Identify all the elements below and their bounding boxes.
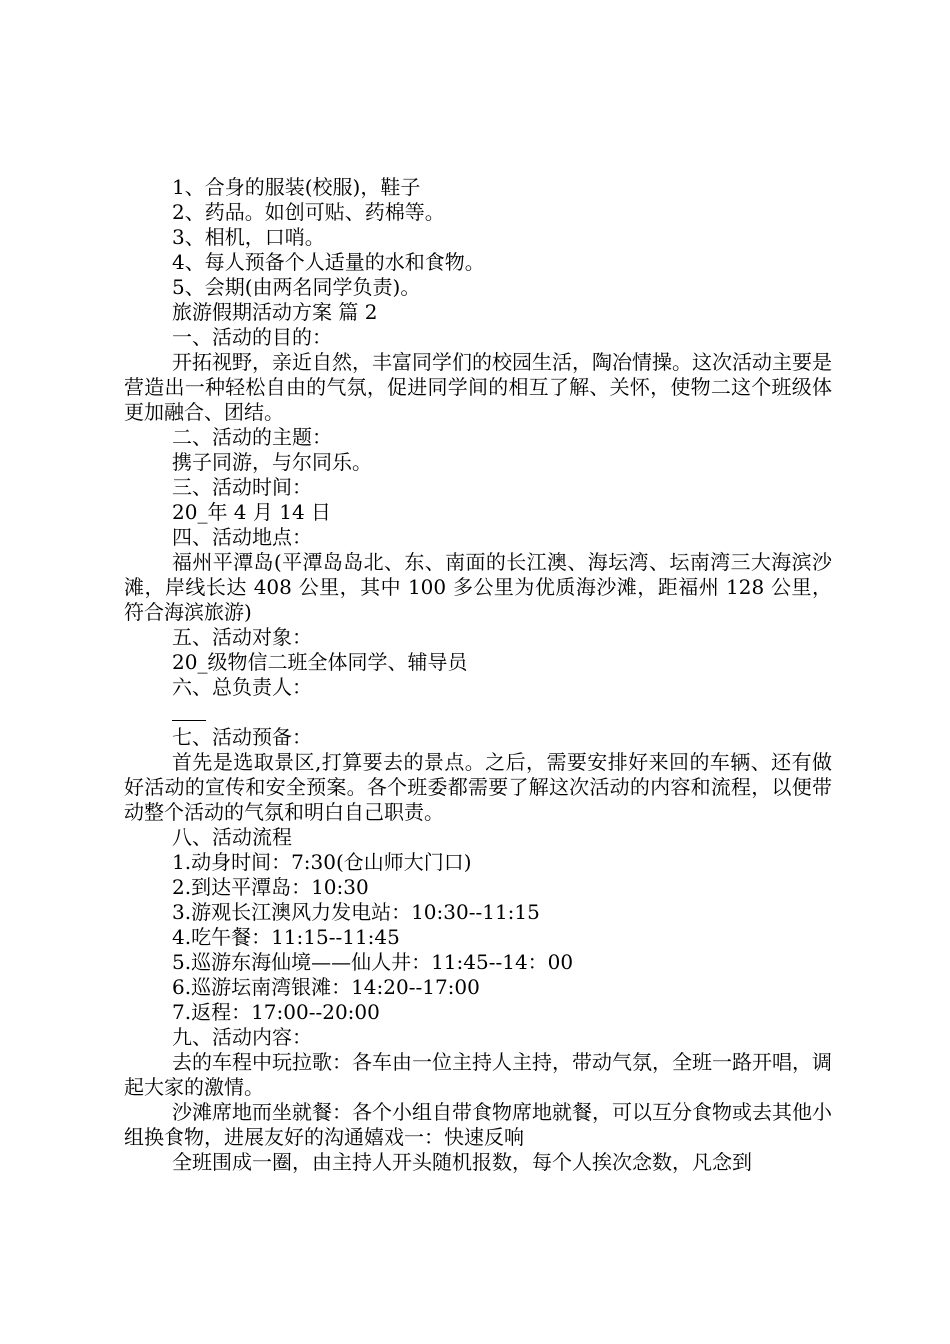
text-line: 5、会期(由两名同学负责)。 xyxy=(172,275,421,299)
document-page xyxy=(124,175,832,1175)
text-line: 携子同游，与尔同乐。 xyxy=(172,450,372,474)
text-line: 20_级物信二班全体同学、辅导员 xyxy=(172,650,468,674)
text-line: 3、相机，口哨。 xyxy=(172,225,325,249)
text-line: 3.游观长江澳风力发电站：10:30--11:15 xyxy=(172,900,540,924)
paragraph: 全班围成一圈，由主持人开头随机报数，每个人挨次念数，凡念到 xyxy=(172,1150,752,1174)
paragraph: 去的车程中玩拉歌：各车由一位主持人主持，带动气氛，全班一路开唱，调起大家的激情。 xyxy=(124,1050,832,1099)
text-line: 三、活动时间： xyxy=(172,475,312,499)
text-line: 一、活动的目的： xyxy=(172,325,332,349)
fill-in-underline xyxy=(172,720,206,721)
blank-fill-line xyxy=(124,700,832,725)
text-line: 1、合身的服装(校服)，鞋子 xyxy=(172,175,421,199)
paragraph: 开拓视野，亲近自然，丰富同学们的校园生活，陶冶情操。这次活动主要是营造出一种轻松自由的气氛，促进同学间的相互了解、关怀，使物二这个班级体更加融合、团结。 xyxy=(124,350,832,424)
text-line: 20_年 4 月 14 日 xyxy=(172,500,332,524)
paragraph: 首先是选取景区,打算要去的景点。之后，需要安排好来回的车辆、还有做好活动的宣传和安全预案。各个班委都需要了解这次活动的内容和流程，以便带动整个活动的气氛和明白自己职责。 xyxy=(124,750,832,824)
text-line: 四、活动地点： xyxy=(172,525,312,549)
text-line: 六、总负责人： xyxy=(172,675,312,699)
text-line: 五、活动对象： xyxy=(172,625,312,649)
text-line: 4、每人预备个人适量的水和食物。 xyxy=(172,250,485,274)
text-line: 2.到达平潭岛：10:30 xyxy=(172,875,369,899)
text-line: 旅游假期活动方案 篇 2 xyxy=(172,300,378,324)
text-line: 4.吃午餐：11:15--11:45 xyxy=(172,925,400,949)
text-line: 二、活动的主题： xyxy=(172,425,332,449)
text-line: 5.巡游东海仙境——仙人井：11:45--14：00 xyxy=(172,950,574,974)
text-line: 6.巡游坛南湾银滩：14:20--17:00 xyxy=(172,975,480,999)
text-line: 七、活动预备： xyxy=(172,725,312,749)
text-line: 1.动身时间：7:30(仓山师大门口) xyxy=(172,850,472,874)
text-line: 九、活动内容： xyxy=(172,1025,312,1049)
paragraph: 福州平潭岛(平潭岛岛北、东、南面的长江澳、海坛湾、坛南湾三大海滨沙滩，岸线长达 408 公里，其中 100 多公里为优质海沙滩，距福州 128 公里，符合海滨旅游) xyxy=(124,550,832,624)
paragraph: 沙滩席地而坐就餐：各个小组自带食物席地就餐，可以互分食物或去其他小组换食物，进展友好的沟通嬉戏一：快速反响 xyxy=(124,1100,832,1149)
text-line: 2、药品。如创可贴、药棉等。 xyxy=(172,200,445,224)
text-line: 7.返程：17:00--20:00 xyxy=(172,1000,380,1024)
text-line: 八、活动流程 xyxy=(172,825,292,849)
